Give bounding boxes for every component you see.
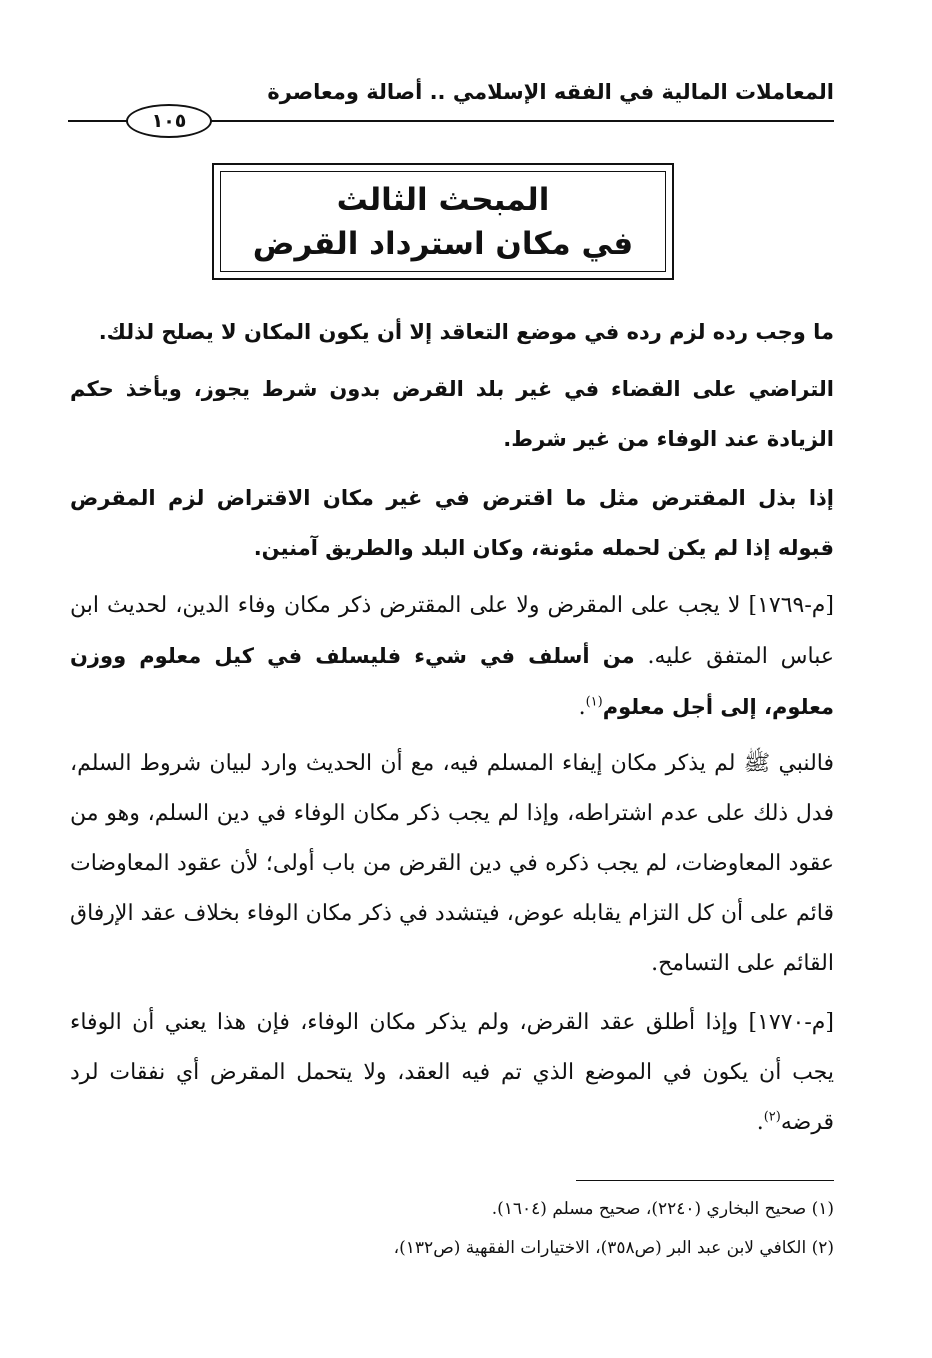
paragraph-end: .	[756, 1110, 764, 1135]
footnote-ref-2[interactable]: (٢)	[763, 1109, 781, 1125]
footnote-separator	[576, 1180, 834, 1181]
section-subheading: في مكان استرداد القرض	[252, 226, 634, 262]
page-number: ١٠٥	[126, 104, 212, 138]
footnote-ref-1[interactable]: (١)	[585, 694, 603, 710]
explanation-paragraph: فالنبي ﷺ لم يذكر مكان إيفاء المسلم فيه، مع أن الحديث وارد لبيان شروط السلم، فدل ذلك على عدم اشتراطه، وإذا لم يجب ذكر مكان الوفاء في دين السلم، وهو من عقود المعاوضات، لم يجب ذكره في دين القرض من باب أولى؛ لأن عقود المعاوضات قائم على أن كل التزام يقابله عوض، فيتشدد في ذكر مكان الوفاء بخلاف عقد الإرفاق القائم على التسامح.	[70, 751, 834, 976]
rule-paragraph-3: إذا بذل المقترض مثل ما اقترض في غير مكان الاقتراض لزم المقرض قبوله إذا لم يكن لحمله مئونة، وكان البلد والطريق آمنين.	[70, 486, 834, 560]
issue-paragraph-1769	[70, 581, 834, 733]
running-header: المعاملات المالية في الفقه الإسلامي .. أصالة ومعاصرة	[267, 80, 834, 104]
rule-paragraph-1: ما وجب رده لزم رده في موضع التعاقد إلا أن يكون المكان لا يصلح لذلك.	[98, 320, 834, 344]
footnote-1: (١) صحيح البخاري (٢٢٤٠)، صحيح مسلم (١٦٠٤).	[491, 1199, 834, 1219]
rule-paragraph-2: التراضي على القضاء في غير بلد القرض بدون شرط يجوز، ويأخذ حكم الزيادة عند الوفاء من غير شرط.	[70, 377, 834, 451]
section-heading: المبحث الثالث	[336, 182, 550, 218]
paragraph-end: .	[578, 695, 586, 720]
paragraph-text: [م-١٧٦٩] لا يجب على المقرض ولا على المقترض ذكر مكان وفاء الدين، لحديث ابن عباس المتفق عليه.	[70, 593, 834, 669]
paragraph-text: [م-١٧٧٠] وإذا أطلق عقد القرض، ولم يذكر مكان الوفاء، فإن هذا يعني أن الوفاء يجب أن يكون في الموضع الذي تم فيه العقد، ولا يتحمل المقرض أي نفقات لرد قرضه	[70, 1010, 834, 1135]
issue-paragraph-1770	[70, 998, 834, 1148]
footnote-2: (٢) الكافي لابن عبد البر (ص٣٥٨)، الاختيارات الفقهية (ص١٣٢)،	[393, 1238, 834, 1258]
hadith-quote: من أسلف في شيء فليسلف في كيل معلوم ووزن معلوم، إلى أجل معلوم	[70, 644, 834, 719]
section-title-box	[212, 163, 674, 280]
